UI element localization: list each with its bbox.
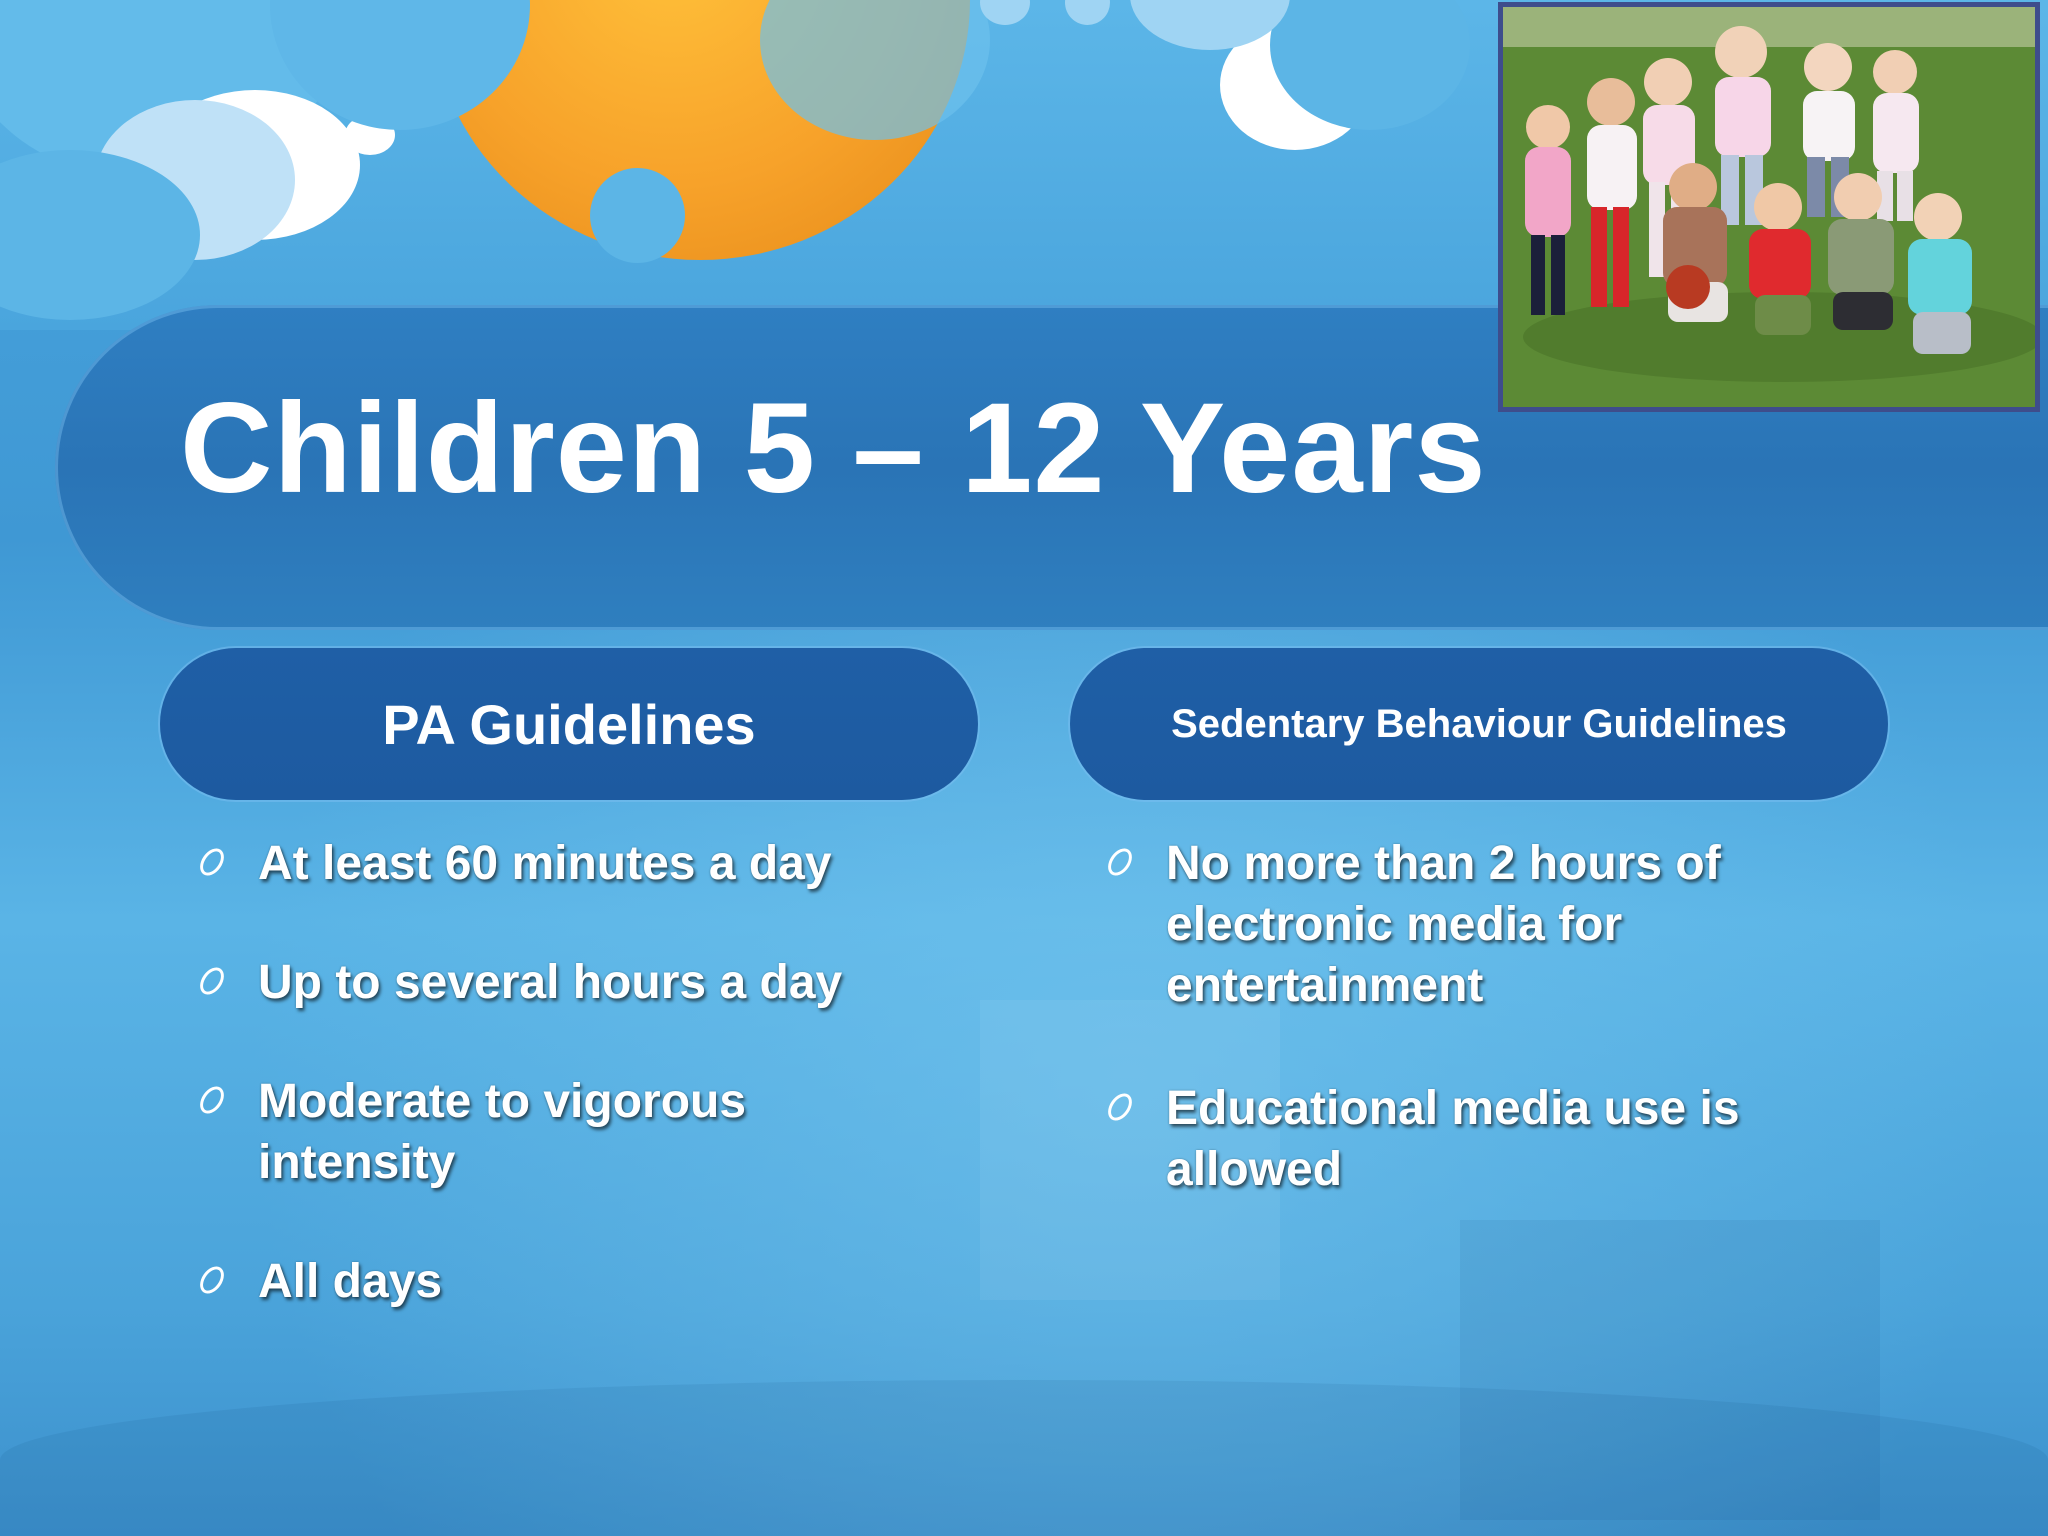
pa-guidelines-list xyxy=(180,833,980,1312)
pa-guidelines-heading xyxy=(160,648,978,800)
list-item-text: Moderate to vigorous intensity xyxy=(258,1075,747,1189)
sedentary-guidelines-label: Sedentary Behaviour Guidelines xyxy=(1171,701,1787,746)
slide-title: Children 5 – 12 Years xyxy=(180,377,1487,520)
bullet-icon xyxy=(195,963,229,999)
list-item xyxy=(1088,1078,1856,1200)
list-item xyxy=(180,833,980,894)
list-item xyxy=(1088,833,1856,1016)
list-item xyxy=(180,1071,818,1193)
bullet-icon xyxy=(1103,844,1137,880)
sedentary-guidelines-list xyxy=(1088,833,1848,1200)
children-group-photo-icon xyxy=(1503,7,2035,407)
bullet-icon xyxy=(1103,1089,1137,1125)
list-item xyxy=(180,952,980,1013)
bullet-icon xyxy=(195,1082,229,1118)
list-item-text: Educational media use is allowed xyxy=(1166,1082,1740,1196)
bullet-icon xyxy=(195,1262,229,1298)
sedentary-guidelines-heading xyxy=(1070,648,1888,800)
list-item-text: At least 60 minutes a day xyxy=(258,837,832,890)
list-item-text: No more than 2 hours of electronic media for entertainment xyxy=(1166,837,1721,1012)
bullet-icon xyxy=(195,844,229,880)
children-group-photo xyxy=(1498,2,2040,412)
pa-guidelines-label: PA Guidelines xyxy=(382,692,756,756)
list-item xyxy=(180,1251,980,1312)
list-item-text: All days xyxy=(258,1255,443,1308)
list-item-text: Up to several hours a day xyxy=(258,956,843,1009)
